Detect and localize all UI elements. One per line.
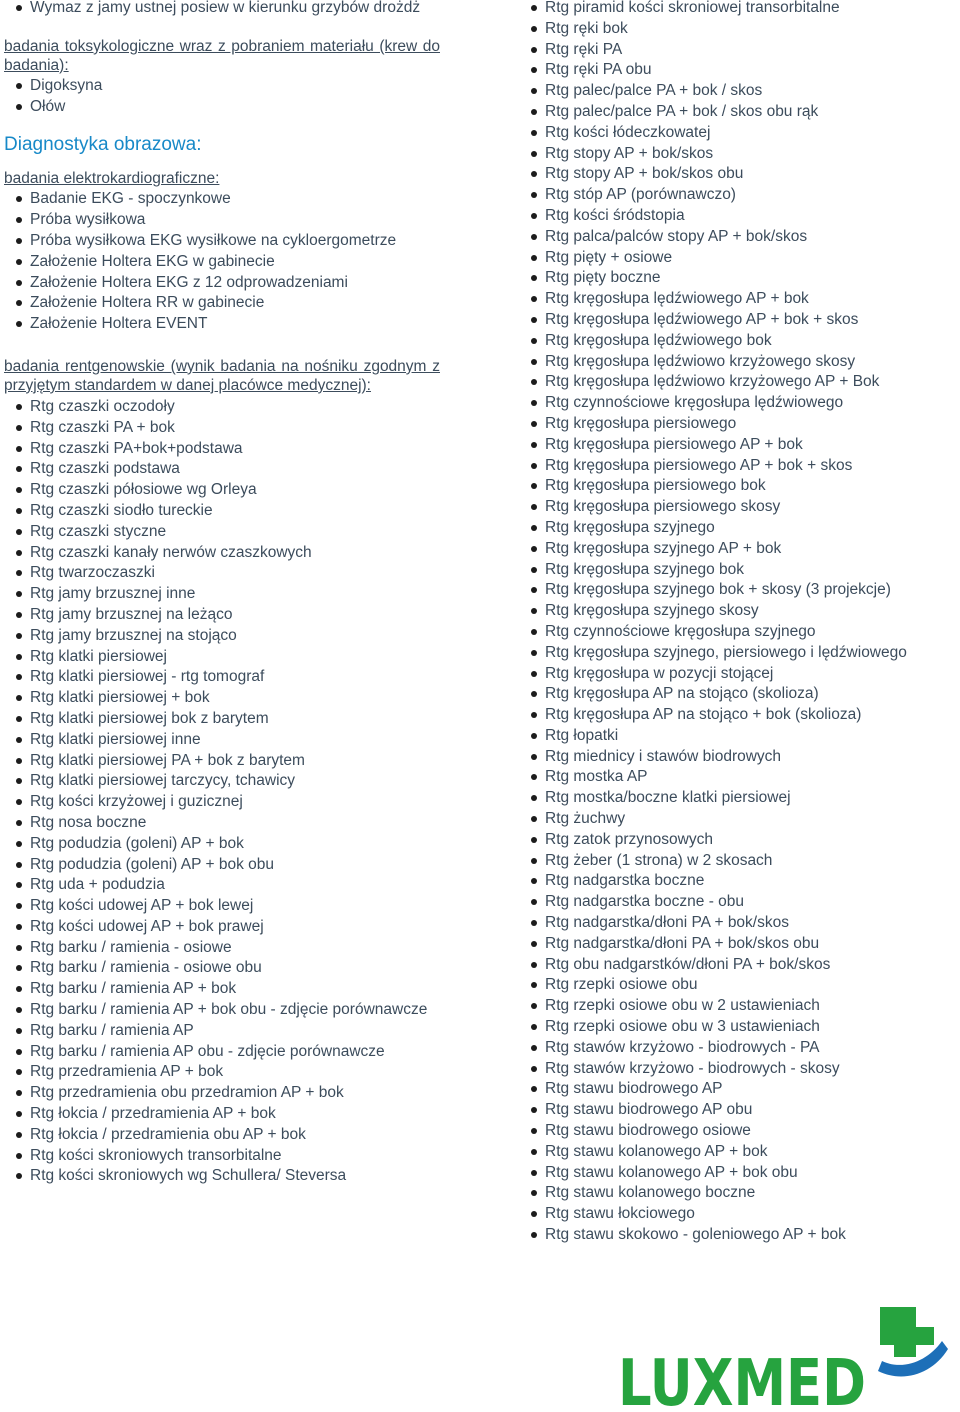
list-item: Rtg stawu biodrowego AP obu	[519, 1100, 959, 1121]
list-item: Rtg kręgosłupa piersiowego	[519, 414, 959, 435]
list-item: Rtg kości krzyżowej i guzicznej	[4, 792, 440, 813]
list-item: Rtg kręgosłupa lędźwiowego AP + bok + skos	[519, 310, 959, 331]
list-item: Rtg stopy AP + bok/skos	[519, 144, 959, 165]
list-item: Rtg łokcia / przedramienia obu AP + bok	[4, 1125, 440, 1146]
list-item: Rtg kości skroniowych transorbitalne	[4, 1146, 440, 1167]
list-item: Rtg jamy brzusznej na leżąco	[4, 605, 440, 626]
list-item: Rtg stawu skokowo - goleniowego AP + bok	[519, 1225, 959, 1246]
list-item: Założenie Holtera EKG w gabinecie	[4, 252, 440, 273]
toxicology-heading: badania toksykologiczne wraz z pobraniem materiału (krew do badania):	[4, 37, 440, 74]
list-item: Rtg palca/palców stopy AP + bok/skos	[519, 227, 959, 248]
list-item: Rtg kości udowej AP + bok prawej	[4, 917, 440, 938]
list-item: Rtg jamy brzusznej inne	[4, 584, 440, 605]
list-item: Rtg klatki piersiowej bok z barytem	[4, 709, 440, 730]
list-item: Rtg obu nadgarstków/dłoni PA + bok/skos	[519, 955, 959, 976]
list-item: Rtg klatki piersiowej	[4, 647, 440, 668]
list-item: Digoksyna	[4, 76, 440, 97]
right-column	[519, 0, 959, 1246]
list-item: Rtg pięty + osiowe	[519, 248, 959, 269]
list-item: Rtg czaszki kanały nerwów czaszkowych	[4, 543, 440, 564]
list-item: Rtg czynnościowe kręgosłupa szyjnego	[519, 622, 959, 643]
list-item: Rtg czaszki podstawa	[4, 459, 440, 480]
list-item: Rtg kręgosłupa lędźwiowo krzyżowego AP + Bok	[519, 372, 959, 393]
list-item: Rtg kręgosłupa szyjnego bok + skosy (3 projekcje)	[519, 580, 959, 601]
luxmed-logo	[618, 1305, 951, 1407]
list-item: Rtg barku / ramienia AP + bok obu - zdjęcie porównawcze	[4, 1000, 440, 1021]
list-item: Rtg piramid kości skroniowej transorbitalne	[519, 0, 959, 19]
list-item: Rtg stawu kolanowego AP + bok obu	[519, 1163, 959, 1184]
list-item: Rtg barku / ramienia AP	[4, 1021, 440, 1042]
list-item: Rtg stawu biodrowego AP	[519, 1079, 959, 1100]
list-item: Rtg stawu biodrowego osiowe	[519, 1121, 959, 1142]
list-item: Rtg palec/palce PA + bok / skos obu rąk	[519, 102, 959, 123]
list-item: Rtg stawu kolanowego AP + bok	[519, 1142, 959, 1163]
list-item: Rtg stopy AP + bok/skos obu	[519, 164, 959, 185]
list-item: Rtg nadgarstka boczne - obu	[519, 892, 959, 913]
list-item: Rtg żuchwy	[519, 809, 959, 830]
list-item: Rtg nadgarstka/dłoni PA + bok/skos	[519, 913, 959, 934]
list-item: Rtg mostka/boczne klatki piersiowej	[519, 788, 959, 809]
list-item: Rtg mostka AP	[519, 767, 959, 788]
list-item: Rtg stawu łokciowego	[519, 1204, 959, 1225]
list-item: Rtg zatok przynosowych	[519, 830, 959, 851]
list-item: Rtg kręgosłupa piersiowego skosy	[519, 497, 959, 518]
list-item: Rtg stawu kolanowego boczne	[519, 1183, 959, 1204]
list-item: Rtg czynnościowe kręgosłupa lędźwiowego	[519, 393, 959, 414]
list-item: Rtg czaszki półosiowe wg Orleya	[4, 480, 440, 501]
list-item: Próba wysiłkowa EKG wysiłkowe na cykloergometrze	[4, 231, 440, 252]
list-item: Badanie EKG - spoczynkowe	[4, 189, 440, 210]
list-item: Rtg ręki bok	[519, 19, 959, 40]
list-item: Rtg ręki PA obu	[519, 60, 959, 81]
list-item: Wymaz z jamy ustnej posiew w kierunku grzybów drożdż	[4, 0, 440, 19]
list-item: Rtg nosa boczne	[4, 813, 440, 834]
list-item: Rtg jamy brzusznej na stojąco	[4, 626, 440, 647]
list-item: Rtg kości skroniowych wg Schullera/ Steversa	[4, 1166, 440, 1187]
list-item: Rtg rzepki osiowe obu w 3 ustawieniach	[519, 1017, 959, 1038]
xray-list	[4, 397, 440, 1187]
logo-text: LUXMED	[618, 1347, 866, 1407]
list-item: Rtg stawów krzyżowo - biodrowych - PA	[519, 1038, 959, 1059]
list-item: Rtg rzepki osiowe obu	[519, 975, 959, 996]
list-item: Rtg stóp AP (porównawczo)	[519, 185, 959, 206]
list-item: Rtg kręgosłupa AP na stojąco + bok (skolioza)	[519, 705, 959, 726]
list-item: Rtg kręgosłupa szyjnego bok	[519, 560, 959, 581]
list-item: Rtg kręgosłupa lędźwiowego AP + bok	[519, 289, 959, 310]
list-item: Rtg barku / ramienia AP obu - zdjęcie porównawcze	[4, 1042, 440, 1063]
list-item: Rtg kręgosłupa lędźwiowo krzyżowego skosy	[519, 352, 959, 373]
list-item: Rtg klatki piersiowej PA + bok z barytem	[4, 751, 440, 772]
section-title: Diagnostyka obrazowa:	[4, 134, 202, 156]
list-item: Próba wysiłkowa	[4, 210, 440, 231]
list-item: Rtg kręgosłupa piersiowego AP + bok	[519, 435, 959, 456]
list-item: Rtg barku / ramienia - osiowe obu	[4, 958, 440, 979]
list-item: Rtg twarzoczaszki	[4, 563, 440, 584]
list-item: Rtg podudzia (goleni) AP + bok obu	[4, 855, 440, 876]
list-item: Rtg kręgosłupa piersiowego bok	[519, 476, 959, 497]
list-item: Rtg czaszki PA + bok	[4, 418, 440, 439]
ekg-list	[4, 189, 440, 335]
list-item: Rtg łokcia / przedramienia AP + bok	[4, 1104, 440, 1125]
xray-heading: badania rentgenowskie (wynik badania na nośniku zgodnym z przyjętym standardem w danej placówce medycznej):	[4, 357, 440, 394]
list-item: Rtg kręgosłupa w pozycji stojącej	[519, 664, 959, 685]
list-item: Rtg czaszki styczne	[4, 522, 440, 543]
list-item: Rtg barku / ramienia - osiowe	[4, 938, 440, 959]
list-item: Założenie Holtera EVENT	[4, 314, 440, 335]
intro-list	[4, 0, 440, 19]
list-item: Rtg kręgosłupa szyjnego AP + bok	[519, 539, 959, 560]
list-item: Rtg kręgosłupa szyjnego, piersiowego i lędźwiowego	[519, 643, 959, 664]
list-item: Rtg kości śródstopia	[519, 206, 959, 227]
list-item: Rtg przedramienia obu przedramion AP + bok	[4, 1083, 440, 1104]
list-item: Rtg nadgarstka boczne	[519, 871, 959, 892]
list-item: Rtg kręgosłupa AP na stojąco (skolioza)	[519, 684, 959, 705]
list-item: Rtg podudzia (goleni) AP + bok	[4, 834, 440, 855]
list-item: Rtg żeber (1 strona) w 2 skosach	[519, 851, 959, 872]
list-item: Rtg uda + podudzia	[4, 875, 440, 896]
list-item: Rtg kręgosłupa szyjnego skosy	[519, 601, 959, 622]
list-item: Rtg palec/palce PA + bok / skos	[519, 81, 959, 102]
list-item: Rtg łopatki	[519, 726, 959, 747]
list-item: Rtg czaszki siodło tureckie	[4, 501, 440, 522]
xray-list-continued	[519, 0, 959, 1246]
logo-mark-icon	[880, 1307, 934, 1357]
list-item: Rtg czaszki PA+bok+podstawa	[4, 439, 440, 460]
list-item: Rtg kręgosłupa piersiowego AP + bok + skos	[519, 456, 959, 477]
list-item: Rtg kręgosłupa lędźwiowego bok	[519, 331, 959, 352]
list-item: Rtg kręgosłupa szyjnego	[519, 518, 959, 539]
list-item: Rtg przedramienia AP + bok	[4, 1062, 440, 1083]
list-item: Rtg pięty boczne	[519, 268, 959, 289]
list-item: Ołów	[4, 97, 440, 118]
list-item: Rtg klatki piersiowej - rtg tomograf	[4, 667, 440, 688]
list-item: Rtg nadgarstka/dłoni PA + bok/skos obu	[519, 934, 959, 955]
list-item: Założenie Holtera EKG z 12 odprowadzeniami	[4, 273, 440, 294]
list-item: Rtg klatki piersiowej tarczycy, tchawicy	[4, 771, 440, 792]
list-item: Założenie Holtera RR w gabinecie	[4, 293, 440, 314]
list-item: Rtg kości udowej AP + bok lewej	[4, 896, 440, 917]
list-item: Rtg stawów krzyżowo - biodrowych - skosy	[519, 1059, 959, 1080]
list-item: Rtg barku / ramienia AP + bok	[4, 979, 440, 1000]
left-column	[4, 0, 440, 1187]
list-item: Rtg kości łódeczkowatej	[519, 123, 959, 144]
list-item: Rtg czaszki oczodoły	[4, 397, 440, 418]
list-item: Rtg rzepki osiowe obu w 2 ustawieniach	[519, 996, 959, 1017]
list-item: Rtg klatki piersiowej + bok	[4, 688, 440, 709]
list-item: Rtg klatki piersiowej inne	[4, 730, 440, 751]
list-item: Rtg ręki PA	[519, 40, 959, 61]
toxicology-list	[4, 76, 440, 118]
ekg-heading: badania elektrokardiograficzne:	[4, 170, 220, 188]
list-item: Rtg miednicy i stawów biodrowych	[519, 747, 959, 768]
